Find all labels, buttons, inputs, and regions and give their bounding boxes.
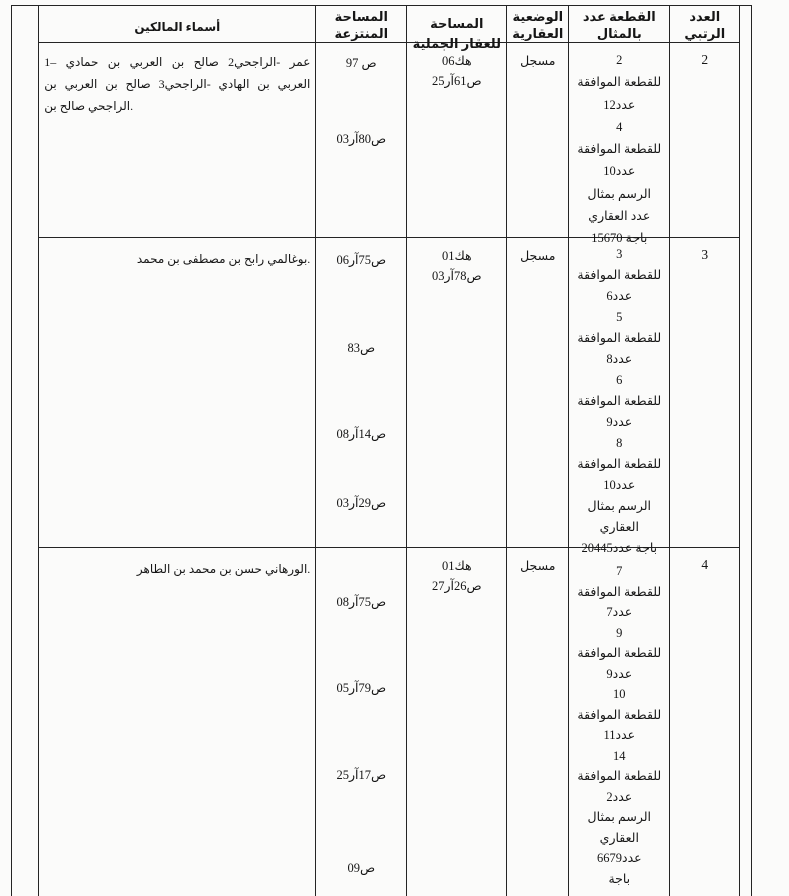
text-line bbox=[407, 266, 506, 286]
text-line bbox=[569, 328, 669, 349]
text-token: للقطعة bbox=[623, 268, 662, 282]
text-line bbox=[569, 205, 669, 227]
text-token: 1– bbox=[44, 55, 57, 69]
text-token: الطاهر bbox=[136, 562, 171, 576]
text-line bbox=[44, 73, 310, 95]
text-token: 8 bbox=[616, 436, 623, 450]
text-token: الموافقة bbox=[577, 584, 621, 599]
ordinal-value: 4 bbox=[701, 557, 709, 572]
text-token: 10 bbox=[613, 687, 626, 701]
text-token: 6679عدد bbox=[597, 851, 642, 865]
text-line bbox=[407, 556, 506, 576]
text-token: للقطعة bbox=[623, 457, 662, 471]
text-token: للقطعة bbox=[623, 394, 662, 408]
text-line bbox=[44, 558, 310, 580]
text-line bbox=[44, 51, 310, 73]
text-token: الموافقة bbox=[577, 707, 621, 722]
text-token: 3 bbox=[616, 247, 623, 261]
text-token: 10عدد bbox=[603, 164, 636, 179]
text-token: باجة bbox=[608, 871, 631, 886]
text-line bbox=[569, 725, 669, 746]
header-extracted-area bbox=[316, 6, 407, 42]
text-token: 09ص bbox=[347, 861, 376, 875]
text-line bbox=[569, 705, 669, 726]
text-line bbox=[316, 25, 406, 42]
text-token: القطعة bbox=[609, 9, 656, 24]
header-total-area bbox=[407, 6, 507, 51]
text-token: باجة bbox=[635, 541, 658, 555]
header-owners-label bbox=[44, 16, 310, 38]
text-token: 06هك bbox=[441, 54, 472, 68]
text-token: باجة bbox=[625, 231, 648, 246]
text-line bbox=[569, 454, 669, 475]
text-token: العقاري bbox=[588, 209, 628, 224]
cell-extracted-area bbox=[316, 43, 407, 237]
text-token: بمثال bbox=[587, 186, 615, 201]
text-line bbox=[318, 493, 404, 513]
text-token: مصطفى bbox=[182, 252, 226, 266]
text-token: عدد bbox=[582, 9, 606, 24]
text-line bbox=[318, 858, 404, 878]
text-line bbox=[44, 95, 310, 117]
text-line bbox=[407, 246, 506, 266]
cell-piece-number bbox=[569, 548, 670, 896]
text-token: للقطعة bbox=[623, 75, 662, 90]
cell-extracted-area bbox=[316, 548, 407, 896]
text-token: 10عدد bbox=[603, 478, 636, 492]
text-token: العربي bbox=[277, 77, 311, 91]
cell-property-status bbox=[507, 238, 569, 547]
text-token: 2عدد bbox=[606, 789, 633, 804]
text-token: ص75آر06 bbox=[336, 253, 387, 267]
text-line bbox=[569, 848, 669, 869]
text-token: الموافقة bbox=[577, 394, 621, 408]
text-line bbox=[407, 71, 506, 91]
text-token: ص75آر08 bbox=[336, 595, 387, 609]
text-line bbox=[569, 561, 669, 582]
status-value: مسجل bbox=[520, 249, 556, 263]
text-line bbox=[507, 25, 568, 42]
text-token: صالح bbox=[193, 55, 219, 69]
text-line bbox=[569, 183, 669, 205]
text-token: محمد bbox=[188, 562, 217, 576]
text-line bbox=[318, 250, 404, 270]
text-line bbox=[407, 14, 506, 34]
cell-property-status bbox=[507, 43, 569, 237]
text-line bbox=[507, 8, 568, 25]
text-token: 6عدد bbox=[606, 289, 633, 303]
text-token: الراجحي. bbox=[88, 99, 134, 113]
text-line bbox=[569, 787, 669, 808]
text-line bbox=[569, 286, 669, 307]
text-token: صالح bbox=[59, 99, 86, 113]
text-token: بمثال bbox=[587, 499, 615, 513]
text-line bbox=[569, 160, 669, 182]
text-token: بن bbox=[257, 77, 270, 91]
text-token: العدد bbox=[689, 9, 721, 24]
text-line bbox=[569, 517, 669, 538]
text-token: 9عدد bbox=[606, 666, 633, 681]
text-line bbox=[318, 53, 404, 73]
cell-extracted-area bbox=[316, 238, 407, 547]
table-grid bbox=[39, 6, 739, 896]
table-row bbox=[39, 43, 739, 246]
text-token: 83ص bbox=[347, 341, 376, 355]
text-token: الموافقة bbox=[577, 268, 621, 282]
header-ordinal-number bbox=[670, 6, 739, 42]
text-token: للقطعة bbox=[623, 707, 662, 722]
ordinal-value: 3 bbox=[701, 247, 709, 262]
cell-property-status bbox=[507, 548, 569, 896]
text-line bbox=[569, 684, 669, 705]
text-line bbox=[569, 746, 669, 767]
text-token: ص29آر03 bbox=[336, 496, 387, 510]
text-token: الرسم bbox=[618, 499, 652, 513]
text-line bbox=[569, 94, 669, 116]
text-token: ص26آر27 bbox=[431, 579, 482, 593]
text-line bbox=[569, 582, 669, 603]
text-token: بن bbox=[173, 562, 186, 576]
text-line bbox=[569, 25, 669, 42]
text-token: بن bbox=[107, 55, 121, 69]
text-token: عدد bbox=[630, 209, 651, 224]
text-line bbox=[318, 338, 404, 358]
text-line bbox=[569, 8, 669, 25]
text-token: 01هك bbox=[441, 249, 472, 263]
text-token: 4 bbox=[616, 119, 623, 134]
text-line bbox=[569, 623, 669, 644]
text-line bbox=[569, 869, 669, 890]
text-line bbox=[569, 116, 669, 138]
text-token: العربي bbox=[129, 55, 163, 69]
text-line bbox=[569, 244, 669, 265]
status-value: مسجل bbox=[520, 54, 556, 68]
text-token: الموافقة bbox=[577, 75, 621, 90]
text-token: عدد20445 bbox=[581, 541, 633, 555]
text-line bbox=[569, 138, 669, 160]
cell-owners bbox=[39, 548, 316, 896]
text-token: ص14آر08 bbox=[336, 427, 387, 441]
header-owners bbox=[39, 6, 316, 42]
header-piece-number bbox=[569, 6, 670, 42]
text-token: ص78آر03 bbox=[431, 269, 482, 283]
text-token: العقاري bbox=[599, 830, 639, 845]
text-line bbox=[670, 25, 739, 42]
text-line bbox=[670, 8, 739, 25]
text-token: الموافقة bbox=[577, 646, 621, 660]
text-line bbox=[569, 828, 669, 849]
text-token: 15670 bbox=[591, 231, 623, 246]
text-line bbox=[569, 433, 669, 454]
text-token: بن bbox=[44, 99, 57, 113]
text-token: بن bbox=[171, 55, 185, 69]
text-token: العقارية bbox=[512, 26, 564, 41]
text-line bbox=[569, 370, 669, 391]
text-line bbox=[318, 765, 404, 785]
cell-owners bbox=[39, 238, 316, 547]
text-line bbox=[569, 643, 669, 664]
cell-owners bbox=[39, 43, 316, 237]
text-token: حمادي bbox=[65, 55, 99, 69]
text-token: الموافقة bbox=[577, 769, 621, 783]
text-token: للقطعة bbox=[623, 646, 662, 660]
text-token: الرتبي bbox=[684, 26, 726, 41]
text-token: بمثال bbox=[587, 810, 615, 824]
text-token: الموافقة bbox=[577, 457, 621, 471]
text-line bbox=[316, 8, 406, 25]
text-token: للقطعة bbox=[623, 769, 662, 783]
text-token: 7 bbox=[616, 564, 623, 578]
text-token: العقاري bbox=[599, 520, 639, 534]
cell-ordinal-number bbox=[670, 238, 739, 547]
text-line bbox=[569, 71, 669, 93]
text-token: محمد bbox=[136, 252, 165, 266]
text-token: ص bbox=[361, 56, 377, 70]
status-value: مسجل bbox=[520, 559, 556, 573]
text-line bbox=[569, 391, 669, 412]
text-token: 9عدد bbox=[606, 415, 633, 429]
text-line bbox=[569, 475, 669, 496]
text-line bbox=[318, 129, 404, 149]
text-token: ص61آر25 bbox=[431, 74, 482, 88]
cell-ordinal-number bbox=[670, 43, 739, 237]
text-token: الهادي bbox=[218, 77, 250, 91]
text-token: بن bbox=[167, 252, 180, 266]
cell-total-area bbox=[407, 548, 507, 896]
text-line bbox=[569, 664, 669, 685]
text-line bbox=[569, 307, 669, 328]
text-line bbox=[569, 349, 669, 370]
text-token: 01هك bbox=[441, 559, 472, 573]
table-header-row bbox=[39, 6, 739, 51]
text-line bbox=[44, 248, 310, 270]
text-token: 2 bbox=[616, 53, 623, 67]
text-token: الوضعية bbox=[512, 9, 564, 24]
text-token: ص80آر03 bbox=[336, 132, 387, 146]
text-line bbox=[569, 412, 669, 433]
text-line bbox=[318, 678, 404, 698]
text-line bbox=[569, 766, 669, 787]
text-line bbox=[569, 602, 669, 623]
text-token: 14 bbox=[613, 748, 626, 763]
text-token: الراجحي2- bbox=[228, 55, 281, 69]
text-token: 9 bbox=[616, 625, 623, 640]
registry-table bbox=[11, 5, 752, 896]
text-token: 97 bbox=[345, 56, 359, 70]
text-token: المنتزعة bbox=[334, 26, 389, 41]
text-token: الموافقة bbox=[577, 331, 621, 345]
text-token: عمر bbox=[289, 55, 311, 69]
text-line bbox=[569, 49, 669, 71]
text-token: للقطعة bbox=[623, 584, 662, 599]
cell-piece-number bbox=[569, 238, 670, 555]
text-token: الورهاني. bbox=[264, 562, 311, 576]
text-token: للعقار bbox=[461, 36, 501, 51]
text-token: 7عدد bbox=[606, 605, 633, 619]
text-line bbox=[569, 496, 669, 517]
cell-total-area bbox=[407, 43, 507, 237]
text-token: 6 bbox=[616, 373, 623, 387]
text-token: بالمثال bbox=[596, 26, 642, 41]
text-token: ص79آر05 bbox=[336, 681, 387, 695]
text-token: المساحة bbox=[334, 9, 388, 24]
text-token: الموافقة bbox=[577, 142, 621, 157]
text-token: المساحة bbox=[430, 16, 484, 31]
header-property-status bbox=[507, 6, 569, 42]
text-token: 12عدد bbox=[603, 97, 636, 112]
text-token: بن bbox=[228, 252, 241, 266]
text-token: صالح bbox=[125, 77, 151, 91]
text-line bbox=[318, 424, 404, 444]
text-token: بوغالمي. bbox=[267, 252, 311, 266]
table-row bbox=[39, 238, 739, 555]
cell-ordinal-number bbox=[670, 548, 739, 896]
cell-piece-number bbox=[569, 43, 670, 246]
text-token: رابح bbox=[244, 252, 265, 266]
text-line bbox=[569, 807, 669, 828]
text-line bbox=[407, 51, 506, 71]
text-token: 11عدد bbox=[603, 728, 636, 742]
text-token: حسن bbox=[234, 562, 262, 576]
text-token: الراجحي3- bbox=[158, 77, 211, 91]
text-token: بن bbox=[219, 562, 232, 576]
text-line bbox=[407, 576, 506, 596]
text-token: بن bbox=[105, 77, 118, 91]
text-line bbox=[318, 592, 404, 612]
text-line bbox=[569, 265, 669, 286]
header-text: أسماء المالكين bbox=[134, 20, 221, 34]
text-token: الرسم bbox=[618, 810, 652, 824]
text-token: للقطعة bbox=[623, 331, 662, 345]
text-token: 5 bbox=[616, 310, 623, 324]
cell-total-area bbox=[407, 238, 507, 547]
text-token: العربي bbox=[64, 77, 98, 91]
right-margin-column bbox=[739, 6, 751, 896]
text-token: للقطعة bbox=[623, 142, 662, 157]
left-margin-column bbox=[12, 6, 39, 896]
text-token: الجملية bbox=[412, 36, 459, 51]
ordinal-value: 2 bbox=[701, 52, 709, 67]
text-token: ص17آر25 bbox=[336, 768, 387, 782]
text-token: 8عدد bbox=[606, 352, 633, 366]
table-row bbox=[39, 548, 739, 896]
text-token: بن bbox=[44, 77, 57, 91]
text-token: الرسم bbox=[618, 186, 652, 201]
